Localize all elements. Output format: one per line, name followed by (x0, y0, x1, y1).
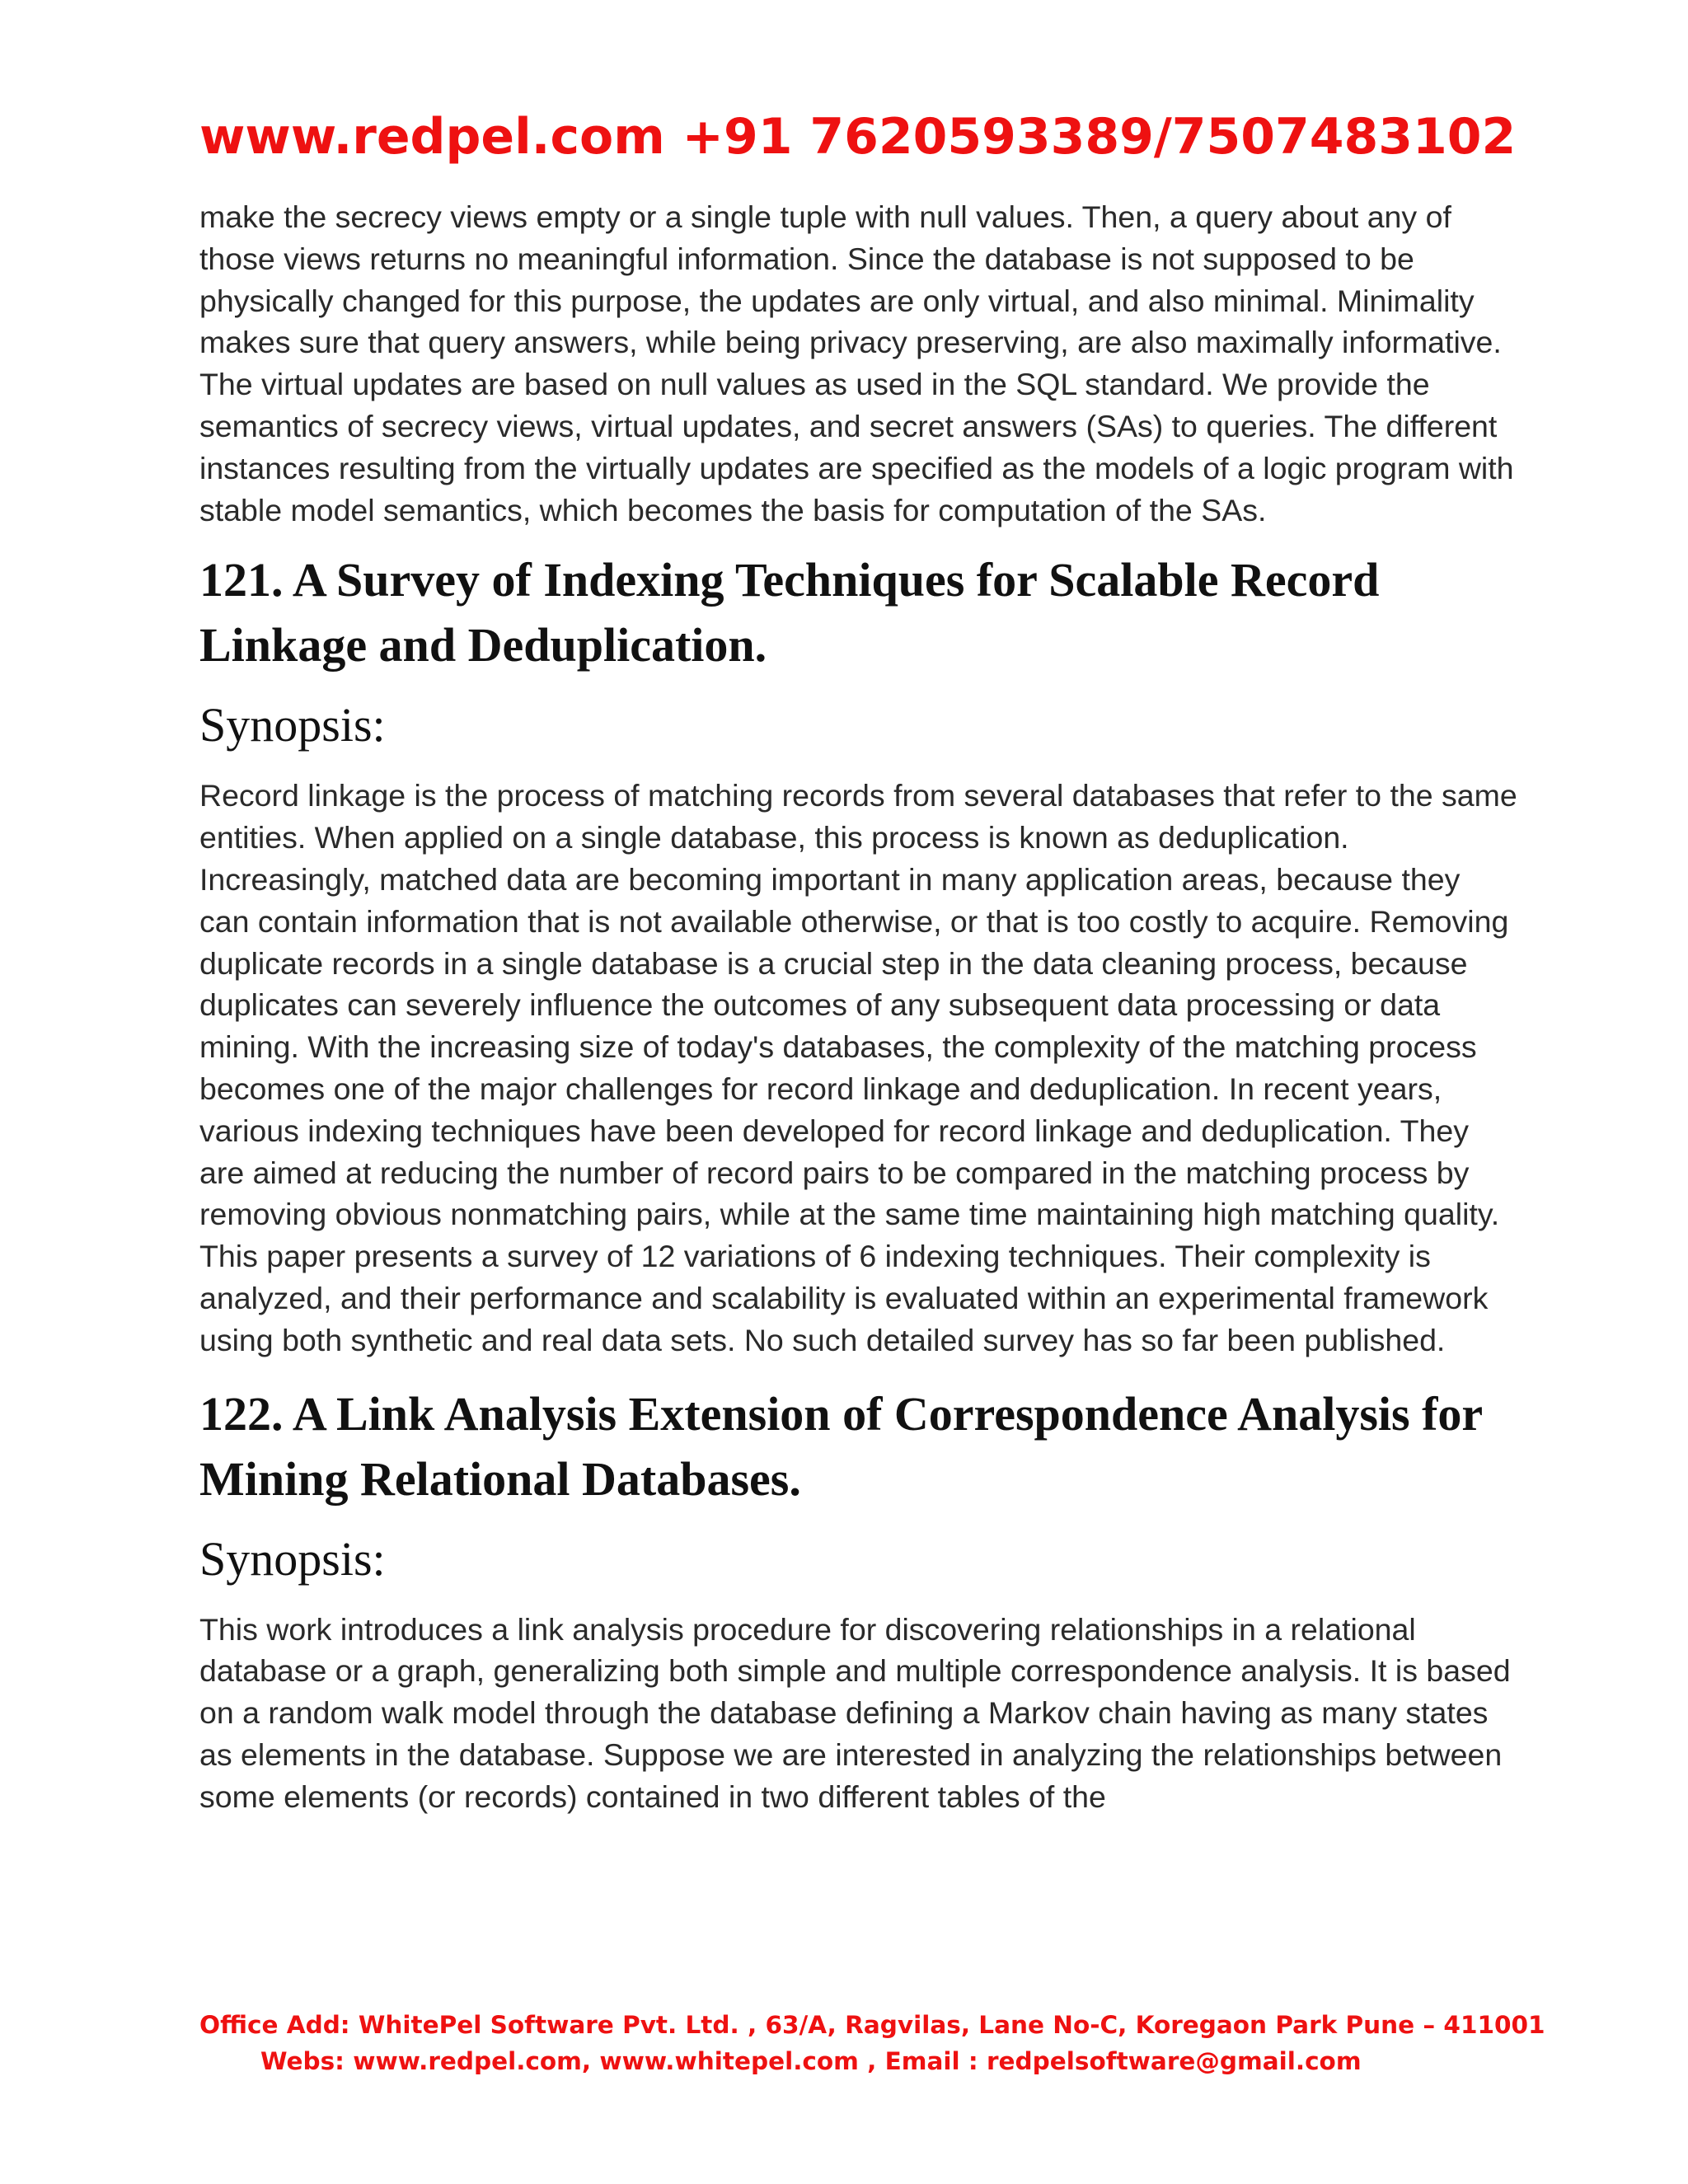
intro-paragraph: make the secrecy views empty or a single tuple with null values. Then, a query about any of those views returns no meaningful information. Since the database is not supposed to be physically changed for this purpose, the updates are only virtual, and also minimal. Minimality makes sure that query answers, while being privacy preserving, are also maximally informative. The virtual updates are based on null values as used in the SQL standard. We provide the semantics of secrecy views, virtual updates, and secret answers (SAs) to queries. The different instances resulting from the virtually updates are specified as the models of a logic program with stable model semantics, which becomes the basis for computation of the SAs. (199, 199, 1514, 527)
footer-contact: Webs: www.redpel.com, www.whitepel.com , Email : redpelsoftware@gmail.com (260, 2047, 1362, 2075)
section-number: 122. (199, 1386, 284, 1441)
footer-address: Office Add: WhitePel Software Pvt. Ltd. , 63/A, Ragvilas, Lane No-C, Koregaon Park Pune – 411001 (199, 2011, 1545, 2039)
synopsis-label: Synopsis: (199, 698, 386, 752)
header-contact: www.redpel.com +91 7620593389/7507483102 (199, 108, 1517, 166)
section-heading (199, 547, 1518, 677)
synopsis-label: Synopsis: (199, 1531, 386, 1586)
page-content (199, 196, 1518, 1818)
synopsis-text: This work introduces a link analysis procedure for discovering relationships in a relational database or a graph, generalizing both simple and multiple correspondence analysis. It is based on a random walk model through the database defining a Markov chain having as many states as elements in the database. Suppose we are interested in analyzing the relationships between some elements (or records) contained in two different tables of the (199, 1611, 1511, 1814)
section-heading (199, 1381, 1518, 1511)
section-122 (199, 1381, 1518, 1818)
section-number: 121. (199, 553, 284, 607)
synopsis-text: Record linkage is the process of matching records from several databases that refer to the same entities. When applied on a single database, this process is known as deduplication. Increasingly, matched data are becoming important in many application areas, because they can contain information that is not available otherwise, or that is too costly to acquire. Removing duplicate records in a single database is a crucial step in the data cleaning process, because duplicates can severely influence the outcomes of any subsequent data processing or data mining. With the increasing size of today's databases, the complexity of the matching process becomes one of the major challenges for record linkage and deduplication. In recent years, various indexing techniques have been developed for record linkage and deduplication. They are aimed at reducing the number of record pairs to be compared in the matching process by removing obvious nonmatching pairs, while at the same time maintaining high matching quality. This paper presents a survey of 12 variations of 6 indexing techniques. Their complexity is analyzed, and their performance and scalability is evaluated within an experimental framework using both synthetic and real data sets. No such detailed survey has so far been published. (199, 778, 1517, 1357)
section-title: A Survey of Indexing Techniques for Scalable Record Linkage and Deduplication. (199, 553, 1380, 673)
section-title: A Link Analysis Extension of Correspondence Analysis for Mining Relational Databases. (199, 1386, 1483, 1506)
section-121 (199, 547, 1518, 1361)
